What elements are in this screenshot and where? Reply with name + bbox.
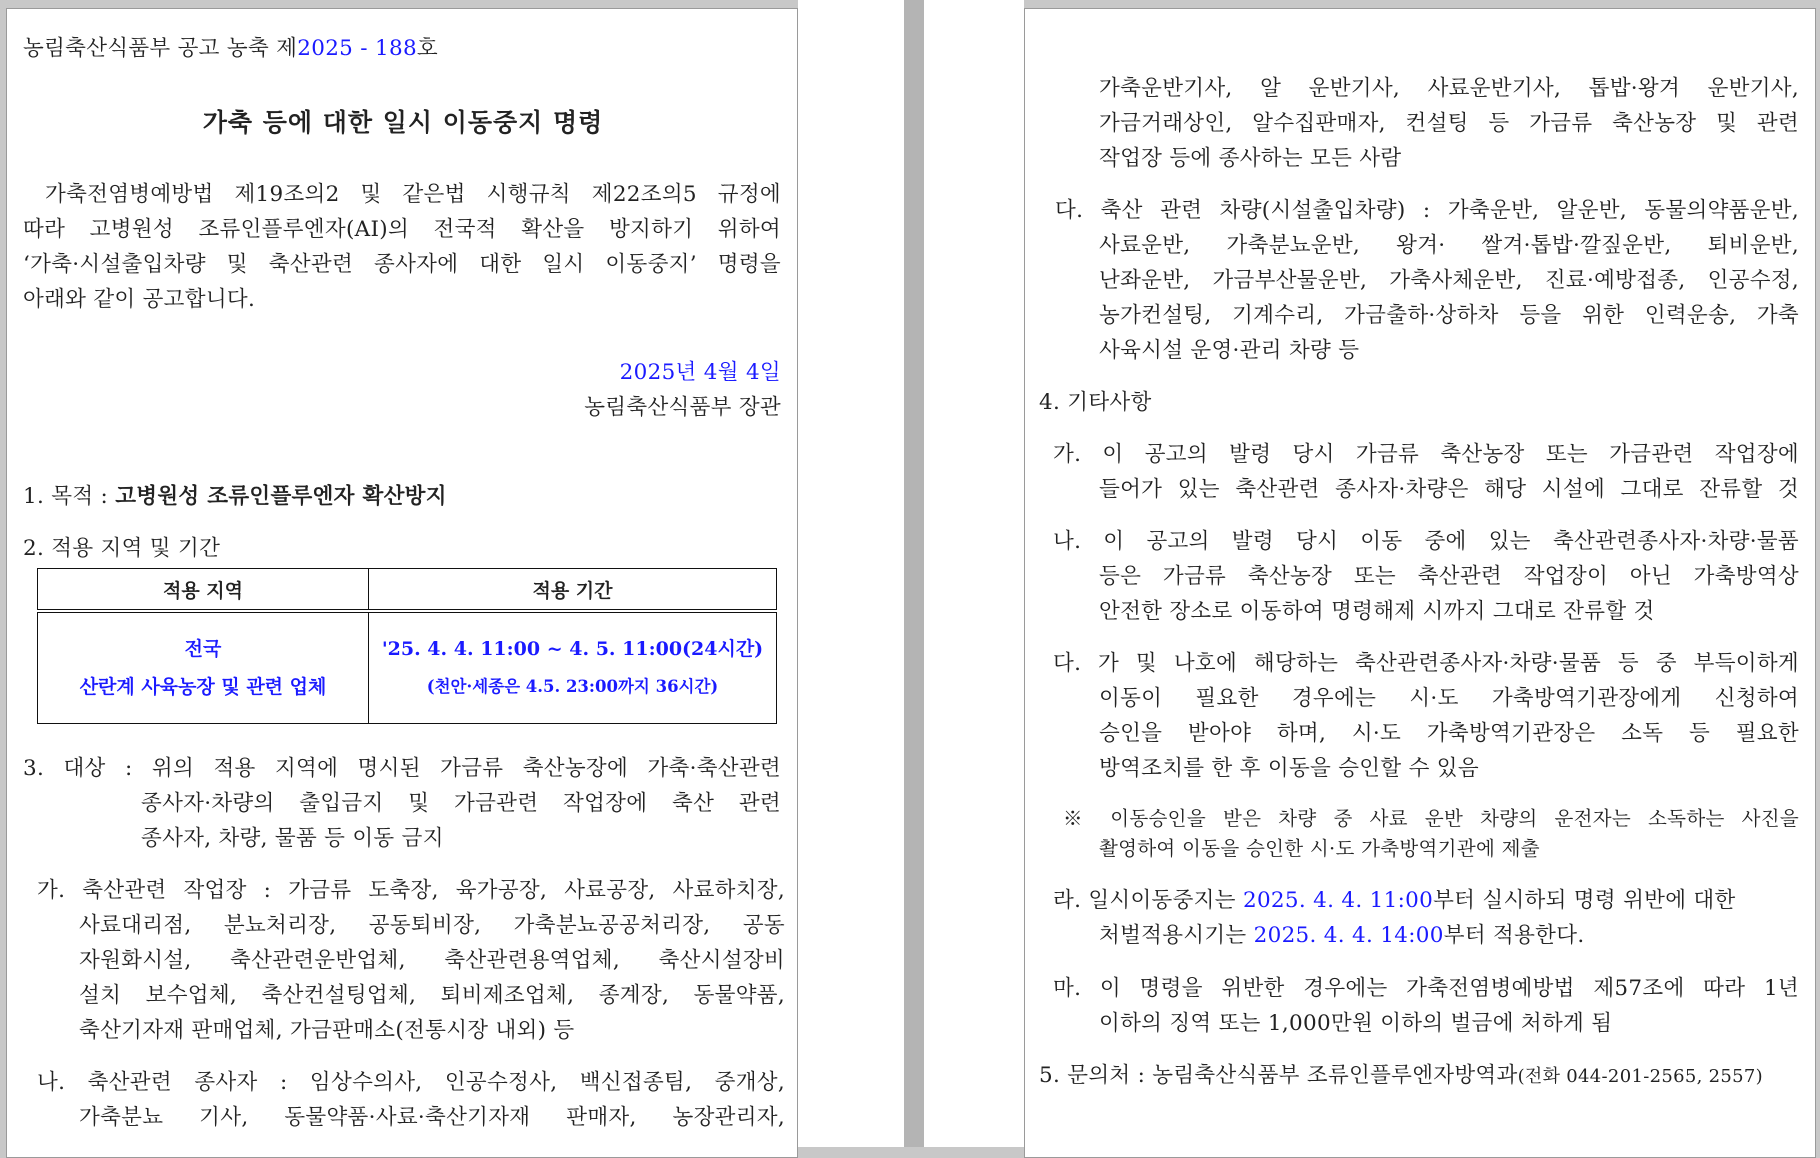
section-5-contact: (전화 044-201-2565, 2557)	[1517, 1066, 1763, 1087]
apply-table	[37, 568, 777, 724]
notice-suffix: 호	[416, 36, 438, 61]
period-line-1: '25. 4. 4. 11:00 ~ 4. 5. 11:00(24시간)	[381, 638, 764, 660]
item-da-line-4: 농가컨설팅, 기계수리, 가금출하·상하차 등을 위한 인력운송, 가축	[1099, 303, 1799, 328]
section-3-line-2: 종사자·차량의 출입금지 및 가금관련 작업장에 축산 관련	[141, 791, 781, 816]
r-ra-line-1	[1053, 883, 1736, 918]
table-cell-period	[369, 611, 777, 724]
r-ga-line-1: 가. 이 공고의 발령 당시 가금류 축산농장 또는 가금관련 작업장에	[1053, 442, 1799, 467]
notice-date: 2025년 4월 4일	[619, 360, 781, 385]
section-3-line-3: 종사자, 차량, 물품 등 이동 금지	[141, 826, 444, 851]
table-header-region: 적용 지역	[38, 569, 369, 612]
section-1	[23, 479, 447, 514]
item-da-line-3: 난좌운반, 가금부산물운반, 가축사체운반, 진료·예방접종, 인공수정,	[1099, 268, 1799, 293]
item-ga-line-2: 사료대리점, 분뇨처리장, 공동퇴비장, 가축분뇨공공처리장, 공동	[79, 913, 785, 938]
intro-line-1: 가축전염병예방법 제19조의2 및 같은법 시행규칙 제22조의5 규정에	[45, 182, 781, 207]
table-header-period: 적용 기간	[369, 569, 777, 612]
section-1-value: 고병원성 조류인플루엔자 확산방지	[115, 484, 447, 509]
notice-prefix: 농림축산식품부 공고 농축 제	[23, 36, 298, 61]
r-na-line-2: 등은 가금류 축산농장 또는 축산관련 작업장이 아닌 가축방역상	[1099, 564, 1799, 589]
r-ra-line-2	[1099, 918, 1584, 953]
na-cont-line-3: 작업장 등에 종사하는 모든 사람	[1099, 146, 1402, 171]
section-5-label: 5. 문의처 : 농림축산식품부 조류인플루엔자방역과	[1039, 1063, 1518, 1088]
r-da-line-2: 이동이 필요한 경우에는 시·도 가축방역기관장에게 신청하여	[1099, 686, 1799, 711]
r-ma-line-1: 마. 이 명령을 위반한 경우에는 가축전염병예방법 제57조에 따라 1년	[1053, 976, 1799, 1001]
item-na-line-2: 가축분뇨 기사, 동물약품·사료·축산기자재 판매자, 농장관리자,	[79, 1105, 785, 1130]
notice-number-value: 2025 - 188	[297, 36, 417, 61]
item-ga-line-5: 축산기자재 판매업체, 가금판매소(전통시장 내외) 등	[79, 1018, 575, 1043]
region-line-2: 산란계 사육농장 및 관련 업체	[79, 676, 327, 698]
r-ra-text-4: 부터 적용한다.	[1443, 923, 1585, 948]
notice-number	[23, 31, 438, 66]
section-3-line-1: 3. 대상 : 위의 적용 지역에 명시된 가금류 축산농장에 가축·축산관련	[23, 756, 781, 781]
r-ga-line-2: 들어가 있는 축산관련 종사자·차량은 해당 시설에 그대로 잔류할 것	[1099, 477, 1799, 502]
page-gutter	[904, 0, 924, 1147]
na-cont-line-1: 가축운반기사, 알 운반기사, 사료운반기사, 톱밥·왕겨 운반기사,	[1099, 76, 1799, 101]
document-page-right	[1024, 8, 1816, 1158]
section-2-heading: 2. 적용 지역 및 기간	[23, 536, 221, 561]
intro-line-3: ‘가축·시설출입차량 및 축산관련 종사자에 대한 일시 이동중지’ 명령을	[23, 252, 781, 277]
r-ra-text-2: 부터 실시하되 명령 위반에 대한	[1433, 888, 1736, 913]
r-ra-text-1: 라. 일시이동중지는	[1053, 888, 1243, 913]
r-na-line-3: 안전한 장소로 이동하여 명령해제 시까지 그대로 잔류할 것	[1099, 599, 1655, 624]
region-line-1: 전국	[184, 638, 222, 660]
note-line-2: 촬영하여 이동을 승인한 시·도 가축방역기관에 제출	[1099, 837, 1540, 860]
r-ra-datetime-1: 2025. 4. 4. 11:00	[1242, 888, 1434, 913]
r-ra-datetime-2: 2025. 4. 4. 14:00	[1253, 923, 1444, 948]
item-na-line-1: 나. 축산관련 종사자 : 임상수의사, 인공수정사, 백신접종팀, 중개상,	[37, 1070, 785, 1095]
section-5	[1039, 1058, 1763, 1094]
section-4-heading: 4. 기타사항	[1039, 390, 1152, 415]
note-line-1: ※ 이동승인을 받은 차량 중 사료 운반 차량의 운전자는 소독하는 사진을	[1063, 807, 1799, 830]
document-page-left	[6, 8, 798, 1158]
item-da-line-5: 사육시설 운영·관리 차량 등	[1099, 338, 1360, 363]
item-ga-line-4: 설치 보수업체, 축산컨설팅업체, 퇴비제조업체, 종계장, 동물약품,	[79, 983, 785, 1008]
notice-issuer: 농림축산식품부 장관	[584, 395, 781, 420]
r-na-line-1: 나. 이 공고의 발령 당시 이동 중에 있는 축산관련종사자·차량·물품	[1053, 529, 1799, 554]
document-title: 가축 등에 대한 일시 이동중지 명령	[202, 108, 604, 137]
item-ga-line-1: 가. 축산관련 작업장 : 가금류 도축장, 육가공장, 사료공장, 사료하치장,	[37, 878, 785, 903]
r-da-line-1: 다. 가 및 나호에 해당하는 축산관련종사자·차량·물품 등 중 부득이하게	[1053, 651, 1799, 676]
r-da-line-4: 방역조치를 한 후 이동을 승인할 수 있음	[1099, 756, 1479, 781]
period-line-2: (천안·세종은 4.5. 23:00까지 36시간)	[426, 677, 719, 696]
r-ma-line-2: 이하의 징역 또는 1,000만원 이하의 벌금에 처하게 됨	[1099, 1011, 1613, 1036]
table-cell-region	[38, 611, 369, 724]
intro-line-4: 아래와 같이 공고합니다.	[23, 287, 256, 312]
na-cont-line-2: 가금거래상인, 알수집판매자, 컨설팅 등 가금류 축산농장 및 관련	[1099, 111, 1799, 136]
item-da-line-2: 사료운반, 가축분뇨운반, 왕겨· 쌀겨·톱밥·깔짚운반, 퇴비운반,	[1099, 233, 1799, 258]
r-ra-text-3: 처벌적용시기는	[1099, 923, 1254, 948]
section-1-label: 1. 목적 :	[23, 484, 116, 509]
item-da-line-1: 다. 축산 관련 차량(시설출입차량) : 가축운반, 알운반, 동물의약품운반,	[1055, 198, 1799, 223]
item-ga-line-3: 자원화시설, 축산관련운반업체, 축산관련용역업체, 축산시설장비	[79, 948, 785, 973]
intro-line-2: 따라 고병원성 조류인플루엔자(AI)의 전국적 확산을 방지하기 위하여	[23, 217, 781, 242]
r-da-line-3: 승인을 받아야 하며, 시·도 가축방역기관장은 소독 등 필요한	[1099, 721, 1799, 746]
